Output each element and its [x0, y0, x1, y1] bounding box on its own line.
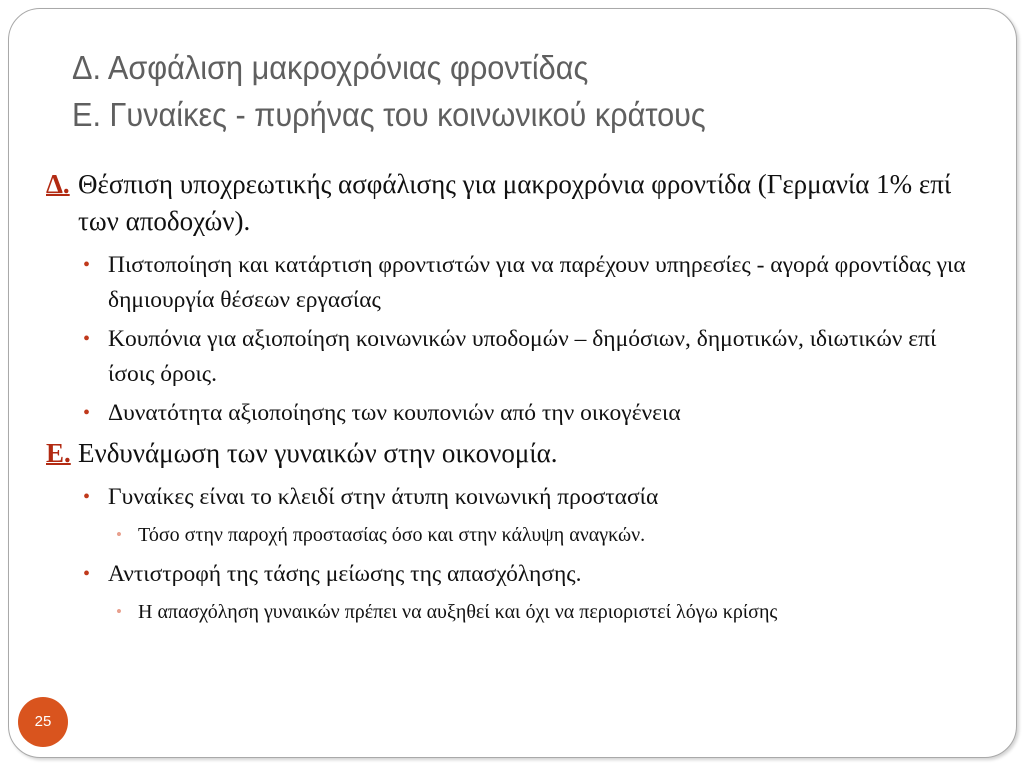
- title-line-2: Ε. Γυναίκες - πυρήνας του κοινωνικού κράτους: [72, 96, 706, 133]
- list-item-text: Κουπόνια για αξιοποίηση κοινωνικών υποδομών – δημόσιων, δημοτικών, ιδιωτικών επί ίσοις όροις.: [108, 326, 937, 387]
- section-d-text: Θέσπιση υποχρεωτικής ασφάλισης για μακροχρόνια φροντίδα (Γερμανία 1% επί των αποδοχών).: [78, 169, 952, 236]
- list-item: [46, 396, 976, 431]
- bullet-icon: •: [83, 486, 91, 508]
- sub-bullet-icon: •: [116, 602, 122, 621]
- slide-title: [72, 44, 928, 138]
- section-d-marker: Δ.: [46, 169, 70, 199]
- bullet-icon: •: [83, 328, 91, 350]
- sub-list-item-text: Η απασχόληση γυναικών πρέπει να αυξηθεί και όχι να περιοριστεί λόγω κρίσης: [138, 601, 778, 623]
- list-item: [46, 480, 976, 515]
- bullet-icon: •: [83, 254, 91, 276]
- page-number-badge: 25: [18, 697, 68, 747]
- section-d: [46, 166, 976, 240]
- section-e-marker: Ε.: [46, 438, 71, 468]
- section-e-text: Ενδυνάμωση των γυναικών στην οικονομία.: [78, 438, 558, 468]
- section-e: [46, 435, 976, 472]
- sub-list-item-text: Τόσο στην παροχή προστασίας όσο και στην κάλυψη αναγκών.: [138, 524, 646, 546]
- list-item-text: Αντιστροφή της τάσης μείωσης της απασχόλησης.: [108, 561, 582, 587]
- list-item-text: Γυναίκες είναι το κλειδί στην άτυπη κοινωνική προστασία: [108, 484, 659, 510]
- list-item-text: Δυνατότητα αξιοποίησης των κουπονιών από την οικογένεια: [108, 400, 681, 426]
- list-item: [46, 557, 976, 592]
- bullet-icon: •: [83, 563, 91, 585]
- bullet-icon: •: [83, 402, 91, 424]
- title-line-1: Δ. Ασφάλιση μακροχρόνιας φροντίδας: [72, 49, 589, 86]
- sub-list-item: [46, 519, 976, 551]
- sub-list-item: [46, 596, 976, 628]
- list-item: [46, 322, 976, 392]
- list-item-text: Πιστοποίηση και κατάρτιση φροντιστών για να παρέχουν υπηρεσίες - αγορά φροντίδας για δημιουργία θέσεων εργασίας: [108, 252, 966, 313]
- slide-content: [46, 166, 976, 634]
- list-item: [46, 248, 976, 318]
- sub-bullet-icon: •: [116, 525, 122, 544]
